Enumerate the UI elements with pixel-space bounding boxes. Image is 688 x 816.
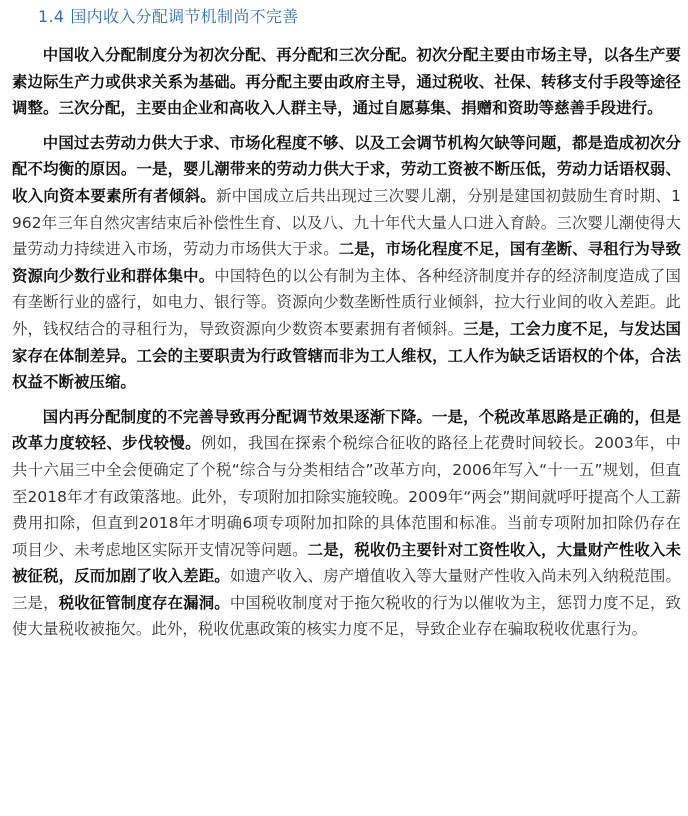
run: 二是，税收仍主要针对工资性收入，大量财产性收入未被征税，反而加剧了收入差距。 <box>12 540 681 586</box>
paragraph-redistribution <box>12 404 681 643</box>
section-heading <box>12 6 681 28</box>
run: 例如，我国在探索个税综合征收的路径上花费时间较长。2003年，中共十六届三中全会便确定了个税“综合与分类相结合”改革方向，2006年写入“十一五”规划，但直至2018年才有政策落地。此外，专项附加扣除实施较晚。2009年“两会”期间就呼吁提高个人工薪费用扣除，但直到2018年才明确6项专项附加扣除的具体范围和标准。当前专项附加扣除仍存在项目少、未考虑地区实际开支情况等问题。 <box>12 434 681 559</box>
run: 新中国成立后共出现过三次婴儿潮，分别是建国初鼓励生育时期、1962年三年自然灾害结束后补偿性生育、以及八、九十年代大量人口进入育龄。三次婴儿潮使得大量劳动力持续进入市场，劳动力市场供大于求。 <box>12 186 681 259</box>
run: 税收征管制度存在漏洞。 <box>58 593 230 612</box>
run: 中国收入分配制度分为初次分配、再分配和三次分配。初次分配主要由市场主导，以各生产要素边际生产力或供求关系为基础。再分配主要由政府主导，通过税收、社保、转移支付手段等途径调整。三次分配，主要由企业和高收入人群主导，通过自愿募集、捐赠和资助等慈善手段进行。 <box>12 46 681 118</box>
run: 如遗产收入、房产增值收入等大量财产性收入尚未列入纳税范围。三是， <box>12 567 681 612</box>
section-title: 国内收入分配调节机制尚不完善 <box>70 7 299 26</box>
paragraph-distribution-overview <box>12 42 681 122</box>
run: 中国特色的以公有制为主体、各种经济制度并存的经济制度造成了国有垄断行业的盛行，如电力、银行等。资源向少数垄断性质行业倾斜，拉大行业间的收入差距。此外，钱权结合的寻租行为，导致资源向少数资本要素拥有者倾斜。 <box>12 266 681 338</box>
run: 二是，市场化程度不足，国有垄断、寻租行为导致资源向少数行业和群体集中。 <box>12 240 681 285</box>
paragraph-primary-distribution <box>12 130 681 396</box>
run: 国内再分配制度的不完善导致再分配调节效果逐渐下降。一是，个税改革思路是正确的，但是改革力度较轻、步伐较慢。 <box>12 407 681 453</box>
section-number: 1.4 <box>38 7 65 26</box>
run: 中国过去劳动力供大于求、市场化程度不够、以及工会调节机构欠缺等问题，都是造成初次分配不均衡的原因。一是，婴儿潮带来的劳动力供大于求，劳动工资被不断压低，劳动力话语权弱、收入向资本要素所有者倾斜。 <box>12 133 681 205</box>
run: 中国税收制度对于拖欠税收的行为以催收为主，惩罚力度不足，致使大量税收被拖欠。此外，税收优惠政策的核实力度不足，导致企业存在骗取税收优惠行为。 <box>12 593 681 639</box>
run: 三是，工会力度不足，与发达国家存在体制差异。工会的主要职责为行政管辖而非为工人维权，工人作为缺乏话语权的个体，合法权益不断被压缩。 <box>12 319 681 392</box>
